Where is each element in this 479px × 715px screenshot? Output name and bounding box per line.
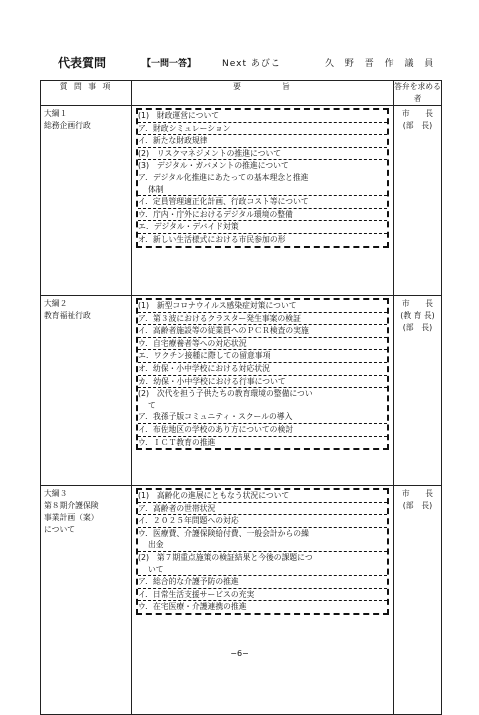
gist-item: ウ．庁内・庁外におけるデジタル環境の整備 [138,208,387,221]
gist-item: (2) リスクマネジメントの推進について [138,147,387,160]
topic-line: 総務企画行政 [44,121,91,130]
gist-item: 出金 [148,540,164,550]
gist-item: (3) デジタル・ガバメントの推進について [138,159,387,172]
gist-item: ア．財政シミュレーション [138,122,387,135]
gist-item: イ．新たな財政規律 [138,134,387,147]
gist-item: カ．幼保・小中学校における行事について [138,375,387,388]
gist-item: ア．総合的な介護予防の推進 [138,575,387,588]
topic-line: 教育福祉行政 [44,311,91,320]
table-header-row [41,81,442,106]
gist-frame [136,488,389,615]
page-header [0,54,479,72]
question-format: 【一問一答】 [142,59,197,69]
gist-item: イ．布佐地区の学校のあり方についての検討 [138,423,387,436]
table-row [41,296,442,486]
header-gist: 要 旨 [132,81,394,106]
gist-item: いて [148,564,164,574]
gist-item: (1) 財政運営について [138,111,220,120]
gist-item: 体制 [148,184,164,194]
topic-line: 大綱２ [44,299,68,308]
document-title: 代表質問 [58,56,107,70]
gist-item: ウ．自宅療養者等への対応状況 [138,337,387,350]
topic-line: について [44,525,76,534]
topic-line: 第８期介護保険 [44,501,99,510]
gist-item: (1) 高齢化の進展にともなう状況について [138,491,290,500]
gist-item: (1) 新型コロナウイルス感染症対策について [138,301,297,310]
gist-item: イ．２０２５年問題への対応 [138,514,387,527]
gist-item: (2) 次代を担う子供たちの教育環境の整備につい [138,387,387,400]
table-row [41,486,442,715]
respondent: (教 育 長) [400,311,435,320]
topic-line: 大綱３ [44,489,68,498]
gist-item: オ．幼保・小中学校における対応状況 [138,362,387,375]
gist-item: エ．デジタル・デバイド対策 [138,220,387,233]
gist-item: イ．定員管理適正化計画、行政コスト等について [138,195,387,208]
header-respondent: 答弁を求める者 [394,81,442,106]
respondent-cell [394,106,442,296]
gist-item: ウ．ＩＣＴ教育の推進 [138,436,387,449]
party-name: Next あびこ [222,59,281,69]
topic-cell [41,106,132,296]
gist-frame [136,298,389,450]
gist-cell [132,296,394,486]
gist-cell [132,106,394,296]
gist-item: (2) 第７期重点施策の検証結果と今後の課題につ [138,551,387,564]
gist-item: ウ．医療費、介護保険給付費、一般会計からの繰 [138,527,387,540]
respondent-cell [394,486,442,715]
header-topic: 質 問 事 項 [41,81,132,106]
gist-item: ア．第３波におけるクラスター発生事案の検証 [138,312,387,325]
respondent: (部 長) [402,323,433,332]
gist-item: イ．日常生活支援サービスの充実 [138,588,387,601]
gist-item: イ．高齢者施設等の従業員へのＰＣＲ検査の実施 [138,324,387,337]
respondent-cell [394,296,442,486]
respondent: 市 長 [401,109,434,118]
gist-item: て [148,400,156,410]
page-number: −6− [230,649,249,658]
topic-line: 事業計画（案） [44,513,99,522]
gist-cell [132,486,394,715]
respondent: 市 長 [401,299,434,308]
topic-line: 大綱１ [44,109,68,118]
question-table [40,80,442,715]
topic-cell [41,486,132,715]
gist-item: エ．ワクチン接種に際しての留意事項 [138,349,387,362]
respondent: (部 長) [402,501,433,510]
gist-item: ア．デジタル化推進にあたっての基本理念と推進 [138,172,309,182]
respondent: 市 長 [401,489,434,498]
table-row [41,106,442,296]
gist-item: ア．高齢者の世帯状況 [138,502,387,515]
gist-frame [136,108,389,248]
respondent: (部 長) [402,121,433,130]
topic-cell [41,296,132,486]
questioner-name: 久 野 晋 作 議 員 [325,59,438,69]
gist-item: ウ．在宅医療・介護連携の推進 [138,600,387,613]
gist-item: オ．新しい生活様式における市民参加の形 [138,233,387,246]
gist-item: ア．我孫子版コミュニティ・スクールの導入 [138,412,293,422]
